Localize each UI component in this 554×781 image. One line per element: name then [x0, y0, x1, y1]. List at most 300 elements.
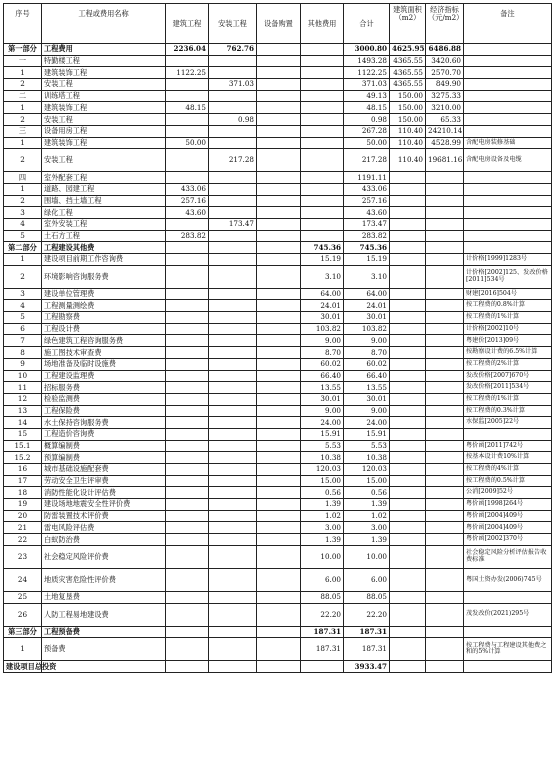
- row-area: [390, 428, 426, 440]
- header-total: 合计: [344, 4, 390, 44]
- table-row: [4, 55, 552, 67]
- row-install: [209, 172, 257, 184]
- row-total: 60.02: [344, 358, 390, 370]
- row-seq: 22: [4, 534, 42, 546]
- row-seq: 5: [4, 230, 42, 242]
- row-install: 217.28: [209, 149, 257, 172]
- row-seq: 二: [4, 90, 42, 102]
- row-equipment: [257, 417, 301, 429]
- row-name: 概算编制费: [42, 440, 166, 452]
- row-equipment: [257, 44, 301, 56]
- row-other: 30.01: [301, 393, 344, 405]
- row-name: 招标服务费: [42, 382, 166, 394]
- row-other: 15.00: [301, 475, 344, 487]
- row-other: [301, 44, 344, 56]
- row-equipment: [257, 428, 301, 440]
- row-area: [390, 370, 426, 382]
- row-other: [301, 207, 344, 219]
- row-other: 22.20: [301, 603, 344, 626]
- row-building: [166, 638, 209, 661]
- row-seq: 建设项目总投资: [4, 661, 42, 673]
- row-note: 粤价函[1998]264号: [464, 499, 552, 511]
- row-note: [464, 114, 552, 126]
- row-index: [426, 300, 464, 312]
- row-other: [301, 55, 344, 67]
- row-equipment: [257, 475, 301, 487]
- row-other: 745.36: [301, 242, 344, 254]
- row-note: 粤国土资办发(2006)745号: [464, 568, 552, 591]
- row-note: 含配电房设备及电缆: [464, 149, 552, 172]
- row-building: [166, 417, 209, 429]
- row-equipment: [257, 568, 301, 591]
- row-total: 48.15: [344, 102, 390, 114]
- row-building: 48.15: [166, 102, 209, 114]
- row-seq: 4: [4, 300, 42, 312]
- row-equipment: [257, 102, 301, 114]
- row-seq: 1: [4, 67, 42, 79]
- row-index: [426, 522, 464, 534]
- row-note: [464, 591, 552, 603]
- row-equipment: [257, 499, 301, 511]
- row-building: [166, 568, 209, 591]
- row-seq: 18: [4, 487, 42, 499]
- row-name: 室外安装工程: [42, 218, 166, 230]
- row-total: 13.55: [344, 382, 390, 394]
- row-building: 1122.25: [166, 67, 209, 79]
- row-name: 建筑装饰工程: [42, 67, 166, 79]
- row-other: 10.38: [301, 452, 344, 464]
- row-index: 2570.70: [426, 67, 464, 79]
- row-total: 22.20: [344, 603, 390, 626]
- row-name: 水土保持咨询服务费: [42, 417, 166, 429]
- row-index: 19681.16: [426, 149, 464, 172]
- row-equipment: [257, 405, 301, 417]
- row-building: [166, 79, 209, 91]
- row-index: [426, 475, 464, 487]
- row-name: 检验监测费: [42, 393, 166, 405]
- row-area: [390, 568, 426, 591]
- row-building: [166, 149, 209, 172]
- row-equipment: [257, 358, 301, 370]
- row-total: 1191.11: [344, 172, 390, 184]
- row-area: [390, 358, 426, 370]
- row-building: [166, 254, 209, 266]
- row-area: 4625.95: [390, 44, 426, 56]
- table-row: [4, 370, 552, 382]
- row-name: 预备费: [42, 638, 166, 661]
- row-install: [209, 347, 257, 359]
- row-note: 粤价函[2004]409号: [464, 510, 552, 522]
- row-install: [209, 661, 257, 673]
- row-install: 173.47: [209, 218, 257, 230]
- row-note: [464, 242, 552, 254]
- table-row: [4, 323, 552, 335]
- row-name: 安装工程: [42, 149, 166, 172]
- header-other: 其他费用: [301, 4, 344, 44]
- row-building: [166, 428, 209, 440]
- row-total: 64.00: [344, 288, 390, 300]
- row-area: 110.40: [390, 149, 426, 172]
- row-equipment: [257, 534, 301, 546]
- row-install: [209, 265, 257, 288]
- row-index: [426, 312, 464, 324]
- row-seq: 12: [4, 393, 42, 405]
- row-other: [301, 102, 344, 114]
- row-building: [166, 347, 209, 359]
- row-name: 工程造价咨询费: [42, 428, 166, 440]
- table-row: [4, 405, 552, 417]
- row-note: 茂发改价(2021)295号: [464, 603, 552, 626]
- row-other: 5.53: [301, 440, 344, 452]
- header-seq: 序号: [4, 4, 42, 44]
- row-index: 3420.60: [426, 55, 464, 67]
- row-other: 15.91: [301, 428, 344, 440]
- table-row: [4, 149, 552, 172]
- row-other: [301, 90, 344, 102]
- row-equipment: [257, 545, 301, 568]
- row-note: 计价格[2002]10号: [464, 323, 552, 335]
- row-other: [301, 125, 344, 137]
- row-area: [390, 300, 426, 312]
- budget-estimate-table: [3, 3, 552, 673]
- row-total: 433.06: [344, 183, 390, 195]
- row-other: [301, 183, 344, 195]
- row-name: 土石方工程: [42, 230, 166, 242]
- row-total: 30.01: [344, 312, 390, 324]
- row-other: [301, 172, 344, 184]
- row-install: 0.98: [209, 114, 257, 126]
- row-equipment: [257, 487, 301, 499]
- row-name: 劳动安全卫生评审费: [42, 475, 166, 487]
- row-index: [426, 452, 464, 464]
- row-install: [209, 591, 257, 603]
- row-note: [464, 218, 552, 230]
- row-building: 50.00: [166, 137, 209, 149]
- table-row: [4, 417, 552, 429]
- row-other: 88.05: [301, 591, 344, 603]
- row-name: 施工图技术审查费: [42, 347, 166, 359]
- row-area: [390, 522, 426, 534]
- row-building: [166, 534, 209, 546]
- row-install: [209, 55, 257, 67]
- row-equipment: [257, 55, 301, 67]
- header-building: 建筑工程: [166, 4, 209, 44]
- row-index: [426, 347, 464, 359]
- row-seq: 第二部分: [4, 242, 42, 254]
- table-row: [4, 347, 552, 359]
- table-row: [4, 300, 552, 312]
- row-building: [166, 626, 209, 638]
- row-other: 1.39: [301, 499, 344, 511]
- row-building: [166, 55, 209, 67]
- row-install: [209, 67, 257, 79]
- row-total: 24.00: [344, 417, 390, 429]
- row-other: 3.10: [301, 265, 344, 288]
- row-seq: 5: [4, 312, 42, 324]
- row-area: [390, 591, 426, 603]
- row-seq: 1: [4, 638, 42, 661]
- row-building: [166, 487, 209, 499]
- row-seq: 1: [4, 183, 42, 195]
- row-total: 15.19: [344, 254, 390, 266]
- row-index: [426, 661, 464, 673]
- header-area: 建筑面积（m2）: [390, 4, 426, 44]
- table-row: [4, 218, 552, 230]
- row-note: [464, 207, 552, 219]
- row-total: 50.00: [344, 137, 390, 149]
- row-area: [390, 195, 426, 207]
- row-seq: 1: [4, 102, 42, 114]
- row-equipment: [257, 254, 301, 266]
- row-name: 雷电风险评估费: [42, 522, 166, 534]
- table-row: [4, 137, 552, 149]
- row-total: 9.00: [344, 335, 390, 347]
- header-name: 工程或费用名称: [42, 4, 166, 44]
- row-name: 城市基础设施配套费: [42, 464, 166, 476]
- row-area: [390, 545, 426, 568]
- row-seq: 17: [4, 475, 42, 487]
- row-other: [301, 67, 344, 79]
- row-seq: 2: [4, 79, 42, 91]
- row-equipment: [257, 207, 301, 219]
- row-note: 水保监[2005]22号: [464, 417, 552, 429]
- table-row: [4, 510, 552, 522]
- row-equipment: [257, 440, 301, 452]
- row-area: [390, 382, 426, 394]
- row-seq: 25: [4, 591, 42, 603]
- row-name: 绿色建筑工程咨询服务费: [42, 335, 166, 347]
- row-note: 按工程费与工程建设其他费之和的5%计算: [464, 638, 552, 661]
- row-note: 财建[2016]504号: [464, 288, 552, 300]
- row-note: 计价格[1999]1283号: [464, 254, 552, 266]
- row-building: [166, 499, 209, 511]
- row-total: 66.40: [344, 370, 390, 382]
- row-install: [209, 125, 257, 137]
- row-equipment: [257, 312, 301, 324]
- row-note: 按工程费的0.5%计算: [464, 475, 552, 487]
- table-row: [4, 114, 552, 126]
- row-install: 762.76: [209, 44, 257, 56]
- row-index: [426, 626, 464, 638]
- row-building: [166, 545, 209, 568]
- row-other: 187.31: [301, 638, 344, 661]
- row-total: 49.13: [344, 90, 390, 102]
- row-area: [390, 475, 426, 487]
- row-install: [209, 626, 257, 638]
- row-total: 120.03: [344, 464, 390, 476]
- row-install: [209, 323, 257, 335]
- row-total: 15.91: [344, 428, 390, 440]
- row-area: 150.00: [390, 102, 426, 114]
- row-index: [426, 440, 464, 452]
- row-install: [209, 464, 257, 476]
- row-other: 24.00: [301, 417, 344, 429]
- table-row: [4, 382, 552, 394]
- row-equipment: [257, 172, 301, 184]
- row-total: 3933.47: [344, 661, 390, 673]
- row-name: 白蚁防治费: [42, 534, 166, 546]
- row-seq: 2: [4, 149, 42, 172]
- row-name: 社会稳定风险评价费: [42, 545, 166, 568]
- row-building: [166, 370, 209, 382]
- row-note: 粤价函[2002]370号: [464, 534, 552, 546]
- row-seq: 15.2: [4, 452, 42, 464]
- row-total: 3.10: [344, 265, 390, 288]
- row-total: 10.38: [344, 452, 390, 464]
- row-seq: 2: [4, 195, 42, 207]
- row-other: [301, 230, 344, 242]
- row-index: [426, 195, 464, 207]
- table-row: [4, 661, 552, 673]
- row-index: [426, 265, 464, 288]
- row-equipment: [257, 335, 301, 347]
- row-index: [426, 428, 464, 440]
- row-total: 3.00: [344, 522, 390, 534]
- row-equipment: [257, 195, 301, 207]
- row-name: 工程预备费: [42, 626, 166, 638]
- row-equipment: [257, 603, 301, 626]
- row-area: [390, 661, 426, 673]
- row-other: 66.40: [301, 370, 344, 382]
- row-total: 173.47: [344, 218, 390, 230]
- row-equipment: [257, 382, 301, 394]
- row-name: 人防工程易地建设费: [42, 603, 166, 626]
- row-building: [166, 242, 209, 254]
- table-row: [4, 125, 552, 137]
- row-area: 150.00: [390, 114, 426, 126]
- row-seq: 7: [4, 335, 42, 347]
- row-install: [209, 358, 257, 370]
- row-index: [426, 323, 464, 335]
- row-equipment: [257, 265, 301, 288]
- row-index: [426, 638, 464, 661]
- row-area: [390, 638, 426, 661]
- table-row: [4, 603, 552, 626]
- table-row: [4, 452, 552, 464]
- row-install: [209, 475, 257, 487]
- row-building: 2236.04: [166, 44, 209, 56]
- table-row: [4, 67, 552, 79]
- row-note: 按勘察设计费的6.5%计算: [464, 347, 552, 359]
- row-note: 按工程费的0.8%计算: [464, 300, 552, 312]
- row-equipment: [257, 183, 301, 195]
- row-install: [209, 90, 257, 102]
- row-building: [166, 335, 209, 347]
- row-area: [390, 335, 426, 347]
- table-row: [4, 254, 552, 266]
- table-row: [4, 487, 552, 499]
- row-note: 按工程费的4%计算: [464, 464, 552, 476]
- row-total: 3000.80: [344, 44, 390, 56]
- row-area: [390, 405, 426, 417]
- row-building: [166, 125, 209, 137]
- row-total: 1122.25: [344, 67, 390, 79]
- row-name: 场地准备及临时设施费: [42, 358, 166, 370]
- row-index: [426, 230, 464, 242]
- table-row: [4, 545, 552, 568]
- row-name: 消防性能化设计评估费: [42, 487, 166, 499]
- row-install: [209, 603, 257, 626]
- row-name: 工程建设监理费: [42, 370, 166, 382]
- row-equipment: [257, 626, 301, 638]
- table-header-row: [4, 4, 552, 44]
- table-row: [4, 626, 552, 638]
- row-name: 室外配套工程: [42, 172, 166, 184]
- row-install: [209, 510, 257, 522]
- row-equipment: [257, 522, 301, 534]
- row-area: [390, 347, 426, 359]
- row-note: 按工程费的1%计算: [464, 393, 552, 405]
- row-equipment: [257, 347, 301, 359]
- row-total: 745.36: [344, 242, 390, 254]
- row-name: 土地复垦费: [42, 591, 166, 603]
- row-total: 187.31: [344, 638, 390, 661]
- row-name: 工程建设其他费: [42, 242, 166, 254]
- table-row: [4, 90, 552, 102]
- row-install: [209, 487, 257, 499]
- row-other: [301, 114, 344, 126]
- table-row: [4, 44, 552, 56]
- row-index: [426, 358, 464, 370]
- row-note: 粤价函[2004]409号: [464, 522, 552, 534]
- row-building: [166, 382, 209, 394]
- row-name: 建筑装饰工程: [42, 102, 166, 114]
- row-area: [390, 265, 426, 288]
- row-building: [166, 591, 209, 603]
- table-row: [4, 499, 552, 511]
- row-equipment: [257, 114, 301, 126]
- row-seq: 1: [4, 137, 42, 149]
- row-area: [390, 603, 426, 626]
- row-note: [464, 195, 552, 207]
- row-install: [209, 534, 257, 546]
- row-note: 公消[2009]52号: [464, 487, 552, 499]
- row-building: [166, 265, 209, 288]
- row-building: [166, 522, 209, 534]
- row-install: [209, 440, 257, 452]
- row-install: [209, 300, 257, 312]
- row-index: [426, 487, 464, 499]
- row-name: 围墙、挡土墙工程: [42, 195, 166, 207]
- row-other: 9.00: [301, 405, 344, 417]
- header-equipment: 设备购置: [257, 4, 301, 44]
- row-other: 15.19: [301, 254, 344, 266]
- row-install: [209, 393, 257, 405]
- row-equipment: [257, 393, 301, 405]
- row-index: [426, 393, 464, 405]
- row-index: [426, 254, 464, 266]
- table-row: [4, 195, 552, 207]
- table-row: [4, 638, 552, 661]
- row-name: 特勤楼工程: [42, 55, 166, 67]
- row-name: 绿化工程: [42, 207, 166, 219]
- row-area: [390, 207, 426, 219]
- row-other: 1.02: [301, 510, 344, 522]
- row-area: [390, 312, 426, 324]
- row-seq: 14: [4, 417, 42, 429]
- row-install: [209, 335, 257, 347]
- row-total: 217.28: [344, 149, 390, 172]
- table-row: [4, 522, 552, 534]
- row-install: [209, 452, 257, 464]
- row-install: [209, 568, 257, 591]
- row-area: 110.40: [390, 137, 426, 149]
- row-install: [209, 288, 257, 300]
- row-total: 30.01: [344, 393, 390, 405]
- row-index: [426, 603, 464, 626]
- row-seq: 3: [4, 207, 42, 219]
- header-note: 备注: [464, 4, 552, 44]
